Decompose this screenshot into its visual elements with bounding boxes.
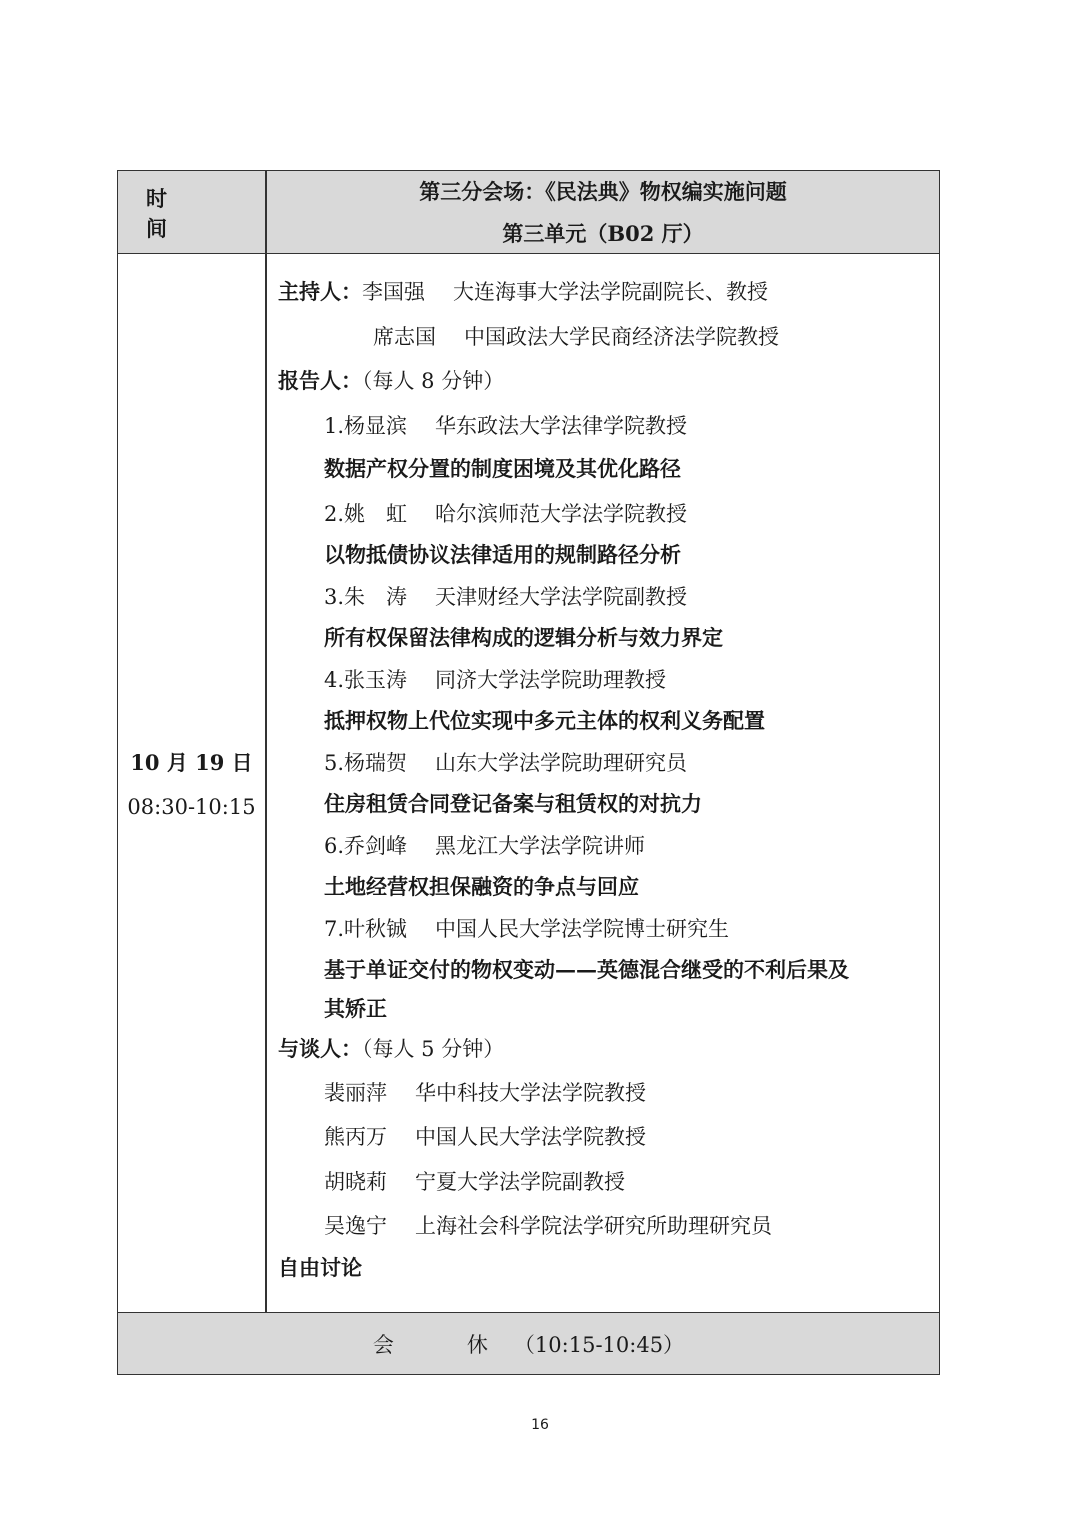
host-line-2: [373, 321, 779, 351]
host-affiliation: 中国政法大学民商经济法学院教授: [464, 325, 779, 349]
free-discussion: 自由讨论: [278, 1255, 362, 1280]
page-number: 16: [531, 1417, 549, 1433]
break-row: [118, 1312, 939, 1374]
report-title: 以物抵债协议法律适用的规制路径分析: [324, 542, 681, 567]
discussant-affiliation: 宁夏大学法学院副教授: [415, 1170, 625, 1194]
reporter-affiliation: 同济大学法学院助理教授: [435, 668, 667, 692]
discussant-affiliation: 华中科技大学法学院教授: [415, 1081, 646, 1105]
report-title: 土地经营权担保融资的争点与回应: [324, 874, 639, 899]
hosts-label: 主持人：: [278, 279, 362, 304]
discussants-note: （每人 5 分钟）: [362, 1037, 505, 1061]
break-time: （10:15-10:45）: [513, 1332, 685, 1357]
schedule-table: [117, 170, 940, 1375]
date-cell: [118, 741, 265, 829]
table-header: [118, 171, 939, 254]
reporter-affiliation: 黑龙江大学法学院讲师: [435, 834, 646, 858]
report-title: 抵押权物上代位实现中多元主体的权利义务配置: [324, 708, 765, 733]
discussant-name: 裴丽萍: [324, 1081, 387, 1105]
discussant-line: [324, 1166, 625, 1196]
reporters-heading: [278, 365, 504, 395]
discussant-name: 胡晓莉: [324, 1170, 387, 1194]
discussant-line: [324, 1077, 646, 1107]
session-unit: 第三单元（B02 厅）: [502, 221, 704, 246]
reporter-name: 6.乔剑峰: [324, 834, 408, 858]
reporter-name: 2.姚 虹: [324, 502, 408, 526]
reporters-note: （每人 8 分钟）: [362, 369, 505, 393]
reporters-label: 报告人：: [278, 368, 362, 393]
reporter-affiliation: 华东政法大学法律学院教授: [435, 414, 688, 438]
host-line-1: [278, 276, 768, 306]
discussant-name: 熊丙万: [324, 1125, 387, 1149]
reporter-line: [324, 913, 729, 943]
session-time: 08:30-10:15: [127, 795, 256, 819]
discussant-line: [324, 1210, 772, 1240]
reporter-line: [324, 747, 687, 777]
discussants-label: 与谈人：: [278, 1036, 362, 1061]
report-title: 住房租赁合同登记备案与租赁权的对抗力: [324, 791, 702, 816]
reporter-affiliation: 中国人民大学法学院博士研究生: [435, 917, 730, 941]
reporter-line: [324, 410, 687, 440]
discussant-line: [324, 1121, 646, 1151]
host-name: 李国强: [362, 280, 425, 304]
report-title-continued: 其矫正: [324, 996, 387, 1021]
reporter-line: [324, 581, 687, 611]
reporter-name: 1.杨显滨: [324, 414, 408, 438]
session-title: 第三分会场：《民法典》物权编实施问题: [419, 179, 787, 204]
report-title: 基于单证交付的物权变动——英德混合继受的不利后果及: [324, 957, 849, 982]
reporter-line: [324, 664, 666, 694]
reporter-affiliation: 山东大学法学院助理研究员: [435, 751, 688, 775]
report-title: 所有权保留法律构成的逻辑分析与效力界定: [324, 625, 723, 650]
reporter-line: [324, 498, 687, 528]
host-name: 席志国: [373, 325, 436, 349]
host-affiliation: 大连海事大学法学院副院长、教授: [453, 280, 768, 304]
reporter-name: 7.叶秋铖: [324, 917, 408, 941]
reporter-name: 4.张玉涛: [324, 668, 408, 692]
reporter-affiliation: 天津财经大学法学院副教授: [435, 585, 688, 609]
column-divider: [265, 171, 267, 1314]
discussant-affiliation: 上海社会科学院法学研究所助理研究员: [415, 1214, 772, 1238]
reporter-name: 5.杨瑞贺: [324, 751, 408, 775]
discussants-heading: [278, 1033, 504, 1063]
reporter-name: 3.朱 涛: [324, 585, 408, 609]
break-label: 会 休: [372, 1332, 514, 1357]
reporter-line: [324, 830, 645, 860]
session-date: 10 月 19 日: [130, 750, 253, 775]
discussant-affiliation: 中国人民大学法学院教授: [415, 1125, 646, 1149]
discussant-name: 吴逸宁: [324, 1214, 387, 1238]
session-header: [267, 171, 939, 254]
reporter-affiliation: 哈尔滨师范大学法学院教授: [435, 502, 688, 526]
time-column-header: 时 间: [146, 185, 244, 241]
report-title: 数据产权分置的制度困境及其优化路径: [324, 456, 681, 481]
